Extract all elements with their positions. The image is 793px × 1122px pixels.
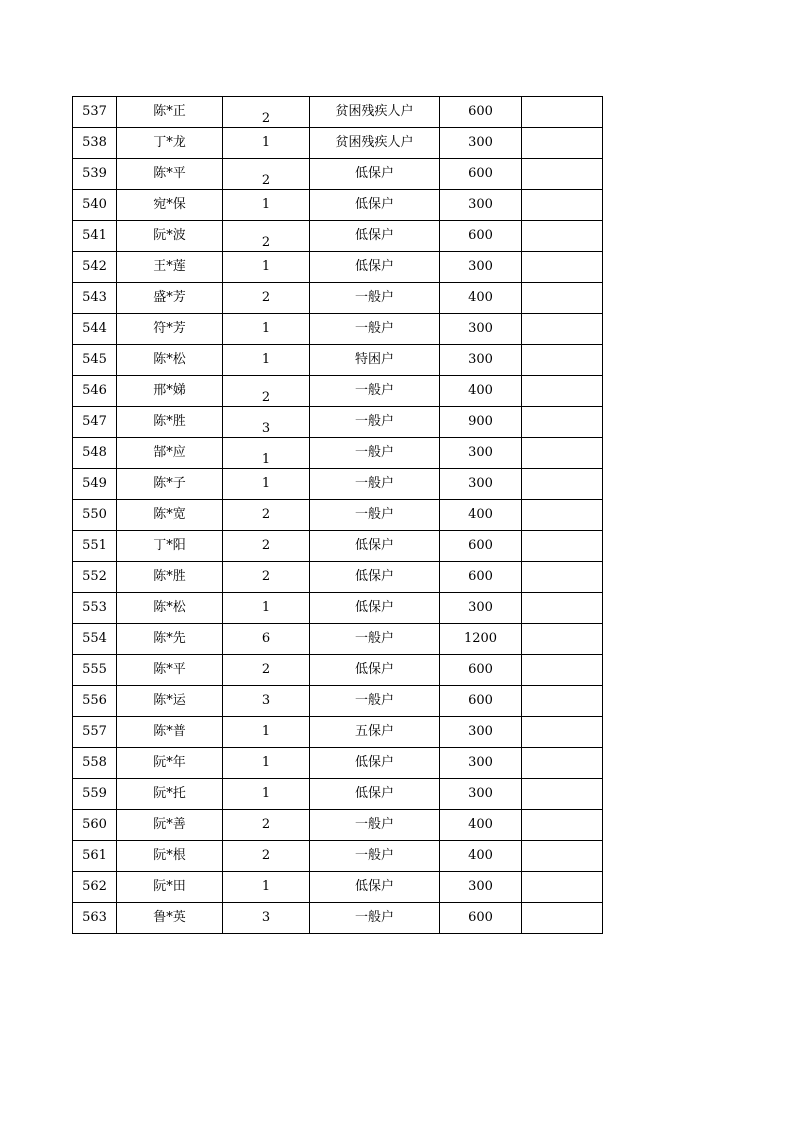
remarks-cell bbox=[522, 903, 603, 934]
household-size-cell: 3 bbox=[223, 903, 310, 934]
row-number-cell: 562 bbox=[73, 872, 117, 903]
row-number-cell: 557 bbox=[73, 717, 117, 748]
amount-cell: 300 bbox=[440, 748, 522, 779]
row-number-cell: 563 bbox=[73, 903, 117, 934]
remarks-cell bbox=[522, 841, 603, 872]
name-cell: 陈*胜 bbox=[117, 562, 223, 593]
table-row bbox=[73, 252, 603, 283]
household-type-cell: 低保户 bbox=[310, 159, 440, 190]
household-type-cell: 一般户 bbox=[310, 314, 440, 345]
remarks-cell bbox=[522, 97, 603, 128]
remarks-cell bbox=[522, 128, 603, 159]
row-number-cell: 538 bbox=[73, 128, 117, 159]
name-cell: 陈*平 bbox=[117, 159, 223, 190]
household-type-cell: 低保户 bbox=[310, 252, 440, 283]
row-number-cell: 556 bbox=[73, 686, 117, 717]
amount-cell: 300 bbox=[440, 593, 522, 624]
household-size-cell: 2 bbox=[223, 841, 310, 872]
row-number-cell: 537 bbox=[73, 97, 117, 128]
remarks-cell bbox=[522, 283, 603, 314]
table-body bbox=[73, 97, 603, 934]
name-cell: 陈*宽 bbox=[117, 500, 223, 531]
household-size-cell: 3 bbox=[223, 407, 310, 438]
household-type-cell: 特困户 bbox=[310, 345, 440, 376]
name-cell: 阮*善 bbox=[117, 810, 223, 841]
row-number-cell: 545 bbox=[73, 345, 117, 376]
table-row bbox=[73, 438, 603, 469]
household-size-cell: 2 bbox=[223, 655, 310, 686]
name-cell: 陈*子 bbox=[117, 469, 223, 500]
table-row bbox=[73, 407, 603, 438]
table-row bbox=[73, 500, 603, 531]
row-number-cell: 540 bbox=[73, 190, 117, 221]
amount-cell: 300 bbox=[440, 438, 522, 469]
row-number-cell: 539 bbox=[73, 159, 117, 190]
table-row bbox=[73, 159, 603, 190]
household-type-cell: 一般户 bbox=[310, 841, 440, 872]
name-cell: 邢*娣 bbox=[117, 376, 223, 407]
name-cell: 阮*田 bbox=[117, 872, 223, 903]
table-row bbox=[73, 190, 603, 221]
remarks-cell bbox=[522, 748, 603, 779]
household-type-cell: 一般户 bbox=[310, 686, 440, 717]
amount-cell: 300 bbox=[440, 872, 522, 903]
household-size-cell: 1 bbox=[223, 128, 310, 159]
household-type-cell: 低保户 bbox=[310, 779, 440, 810]
row-number-cell: 555 bbox=[73, 655, 117, 686]
name-cell: 陈*松 bbox=[117, 593, 223, 624]
amount-cell: 300 bbox=[440, 345, 522, 376]
remarks-cell bbox=[522, 624, 603, 655]
table-row bbox=[73, 655, 603, 686]
row-number-cell: 544 bbox=[73, 314, 117, 345]
amount-cell: 600 bbox=[440, 562, 522, 593]
household-type-cell: 一般户 bbox=[310, 407, 440, 438]
row-number-cell: 559 bbox=[73, 779, 117, 810]
amount-cell: 600 bbox=[440, 221, 522, 252]
row-number-cell: 550 bbox=[73, 500, 117, 531]
household-type-cell: 低保户 bbox=[310, 748, 440, 779]
household-type-cell: 低保户 bbox=[310, 593, 440, 624]
name-cell: 郜*应 bbox=[117, 438, 223, 469]
remarks-cell bbox=[522, 469, 603, 500]
household-type-cell: 贫困残疾人户 bbox=[310, 97, 440, 128]
row-number-cell: 548 bbox=[73, 438, 117, 469]
name-cell: 阮*托 bbox=[117, 779, 223, 810]
remarks-cell bbox=[522, 810, 603, 841]
name-cell: 陈*胜 bbox=[117, 407, 223, 438]
table-row bbox=[73, 562, 603, 593]
name-cell: 陈*平 bbox=[117, 655, 223, 686]
amount-cell: 600 bbox=[440, 655, 522, 686]
remarks-cell bbox=[522, 438, 603, 469]
name-cell: 丁*龙 bbox=[117, 128, 223, 159]
household-size-cell: 1 bbox=[223, 717, 310, 748]
household-size-cell: 2 bbox=[223, 159, 310, 190]
household-size-cell: 1 bbox=[223, 469, 310, 500]
amount-cell: 900 bbox=[440, 407, 522, 438]
table-row bbox=[73, 903, 603, 934]
household-size-cell: 3 bbox=[223, 686, 310, 717]
row-number-cell: 554 bbox=[73, 624, 117, 655]
remarks-cell bbox=[522, 159, 603, 190]
name-cell: 阮*年 bbox=[117, 748, 223, 779]
table-row bbox=[73, 872, 603, 903]
row-number-cell: 552 bbox=[73, 562, 117, 593]
household-type-cell: 一般户 bbox=[310, 438, 440, 469]
row-number-cell: 560 bbox=[73, 810, 117, 841]
remarks-cell bbox=[522, 779, 603, 810]
household-size-cell: 2 bbox=[223, 283, 310, 314]
amount-cell: 400 bbox=[440, 500, 522, 531]
household-type-cell: 一般户 bbox=[310, 283, 440, 314]
amount-cell: 300 bbox=[440, 252, 522, 283]
table-row bbox=[73, 748, 603, 779]
row-number-cell: 553 bbox=[73, 593, 117, 624]
table-row bbox=[73, 376, 603, 407]
amount-cell: 600 bbox=[440, 686, 522, 717]
row-number-cell: 546 bbox=[73, 376, 117, 407]
remarks-cell bbox=[522, 717, 603, 748]
household-size-cell: 1 bbox=[223, 438, 310, 469]
remarks-cell bbox=[522, 221, 603, 252]
household-type-cell: 低保户 bbox=[310, 190, 440, 221]
table-row bbox=[73, 810, 603, 841]
household-type-cell: 低保户 bbox=[310, 655, 440, 686]
remarks-cell bbox=[522, 314, 603, 345]
amount-cell: 300 bbox=[440, 717, 522, 748]
remarks-cell bbox=[522, 593, 603, 624]
household-size-cell: 1 bbox=[223, 252, 310, 283]
table-row bbox=[73, 345, 603, 376]
table-row bbox=[73, 283, 603, 314]
remarks-cell bbox=[522, 345, 603, 376]
household-type-cell: 低保户 bbox=[310, 531, 440, 562]
household-type-cell: 低保户 bbox=[310, 872, 440, 903]
amount-cell: 300 bbox=[440, 469, 522, 500]
household-size-cell: 2 bbox=[223, 500, 310, 531]
amount-cell: 300 bbox=[440, 779, 522, 810]
name-cell: 阮*根 bbox=[117, 841, 223, 872]
household-type-cell: 低保户 bbox=[310, 221, 440, 252]
household-size-cell: 1 bbox=[223, 345, 310, 376]
household-size-cell: 2 bbox=[223, 97, 310, 128]
table-row bbox=[73, 97, 603, 128]
table-row bbox=[73, 717, 603, 748]
row-number-cell: 551 bbox=[73, 531, 117, 562]
row-number-cell: 549 bbox=[73, 469, 117, 500]
table-row bbox=[73, 314, 603, 345]
amount-cell: 600 bbox=[440, 531, 522, 562]
amount-cell: 600 bbox=[440, 903, 522, 934]
household-type-cell: 低保户 bbox=[310, 562, 440, 593]
name-cell: 王*莲 bbox=[117, 252, 223, 283]
household-type-cell: 一般户 bbox=[310, 903, 440, 934]
amount-cell: 300 bbox=[440, 314, 522, 345]
amount-cell: 400 bbox=[440, 283, 522, 314]
name-cell: 丁*阳 bbox=[117, 531, 223, 562]
name-cell: 阮*波 bbox=[117, 221, 223, 252]
household-size-cell: 2 bbox=[223, 531, 310, 562]
table-row bbox=[73, 841, 603, 872]
household-type-cell: 一般户 bbox=[310, 500, 440, 531]
household-size-cell: 1 bbox=[223, 779, 310, 810]
table-row bbox=[73, 686, 603, 717]
name-cell: 符*芳 bbox=[117, 314, 223, 345]
remarks-cell bbox=[522, 872, 603, 903]
household-size-cell: 1 bbox=[223, 872, 310, 903]
household-size-cell: 2 bbox=[223, 221, 310, 252]
household-type-cell: 五保户 bbox=[310, 717, 440, 748]
household-type-cell: 一般户 bbox=[310, 624, 440, 655]
household-size-cell: 1 bbox=[223, 748, 310, 779]
amount-cell: 300 bbox=[440, 128, 522, 159]
name-cell: 鲁*英 bbox=[117, 903, 223, 934]
household-size-cell: 6 bbox=[223, 624, 310, 655]
table-row bbox=[73, 469, 603, 500]
table-row bbox=[73, 221, 603, 252]
household-type-cell: 一般户 bbox=[310, 469, 440, 500]
household-size-cell: 2 bbox=[223, 562, 310, 593]
remarks-cell bbox=[522, 655, 603, 686]
amount-cell: 600 bbox=[440, 159, 522, 190]
remarks-cell bbox=[522, 376, 603, 407]
relief-roster-table bbox=[72, 96, 603, 934]
remarks-cell bbox=[522, 252, 603, 283]
household-size-cell: 2 bbox=[223, 376, 310, 407]
amount-cell: 600 bbox=[440, 97, 522, 128]
household-type-cell: 贫困残疾人户 bbox=[310, 128, 440, 159]
row-number-cell: 542 bbox=[73, 252, 117, 283]
household-size-cell: 1 bbox=[223, 593, 310, 624]
household-size-cell: 1 bbox=[223, 314, 310, 345]
household-size-cell: 1 bbox=[223, 190, 310, 221]
amount-cell: 300 bbox=[440, 190, 522, 221]
name-cell: 陈*正 bbox=[117, 97, 223, 128]
household-type-cell: 一般户 bbox=[310, 810, 440, 841]
name-cell: 陈*普 bbox=[117, 717, 223, 748]
remarks-cell bbox=[522, 500, 603, 531]
row-number-cell: 547 bbox=[73, 407, 117, 438]
remarks-cell bbox=[522, 686, 603, 717]
row-number-cell: 543 bbox=[73, 283, 117, 314]
amount-cell: 1200 bbox=[440, 624, 522, 655]
row-number-cell: 558 bbox=[73, 748, 117, 779]
remarks-cell bbox=[522, 407, 603, 438]
amount-cell: 400 bbox=[440, 810, 522, 841]
name-cell: 宛*保 bbox=[117, 190, 223, 221]
row-number-cell: 561 bbox=[73, 841, 117, 872]
household-type-cell: 一般户 bbox=[310, 376, 440, 407]
remarks-cell bbox=[522, 190, 603, 221]
table-row bbox=[73, 531, 603, 562]
household-size-cell: 2 bbox=[223, 810, 310, 841]
name-cell: 陈*运 bbox=[117, 686, 223, 717]
remarks-cell bbox=[522, 562, 603, 593]
name-cell: 陈*松 bbox=[117, 345, 223, 376]
table-row bbox=[73, 128, 603, 159]
table-row bbox=[73, 624, 603, 655]
row-number-cell: 541 bbox=[73, 221, 117, 252]
table-row bbox=[73, 779, 603, 810]
name-cell: 陈*先 bbox=[117, 624, 223, 655]
amount-cell: 400 bbox=[440, 841, 522, 872]
name-cell: 盛*芳 bbox=[117, 283, 223, 314]
remarks-cell bbox=[522, 531, 603, 562]
table-row bbox=[73, 593, 603, 624]
amount-cell: 400 bbox=[440, 376, 522, 407]
